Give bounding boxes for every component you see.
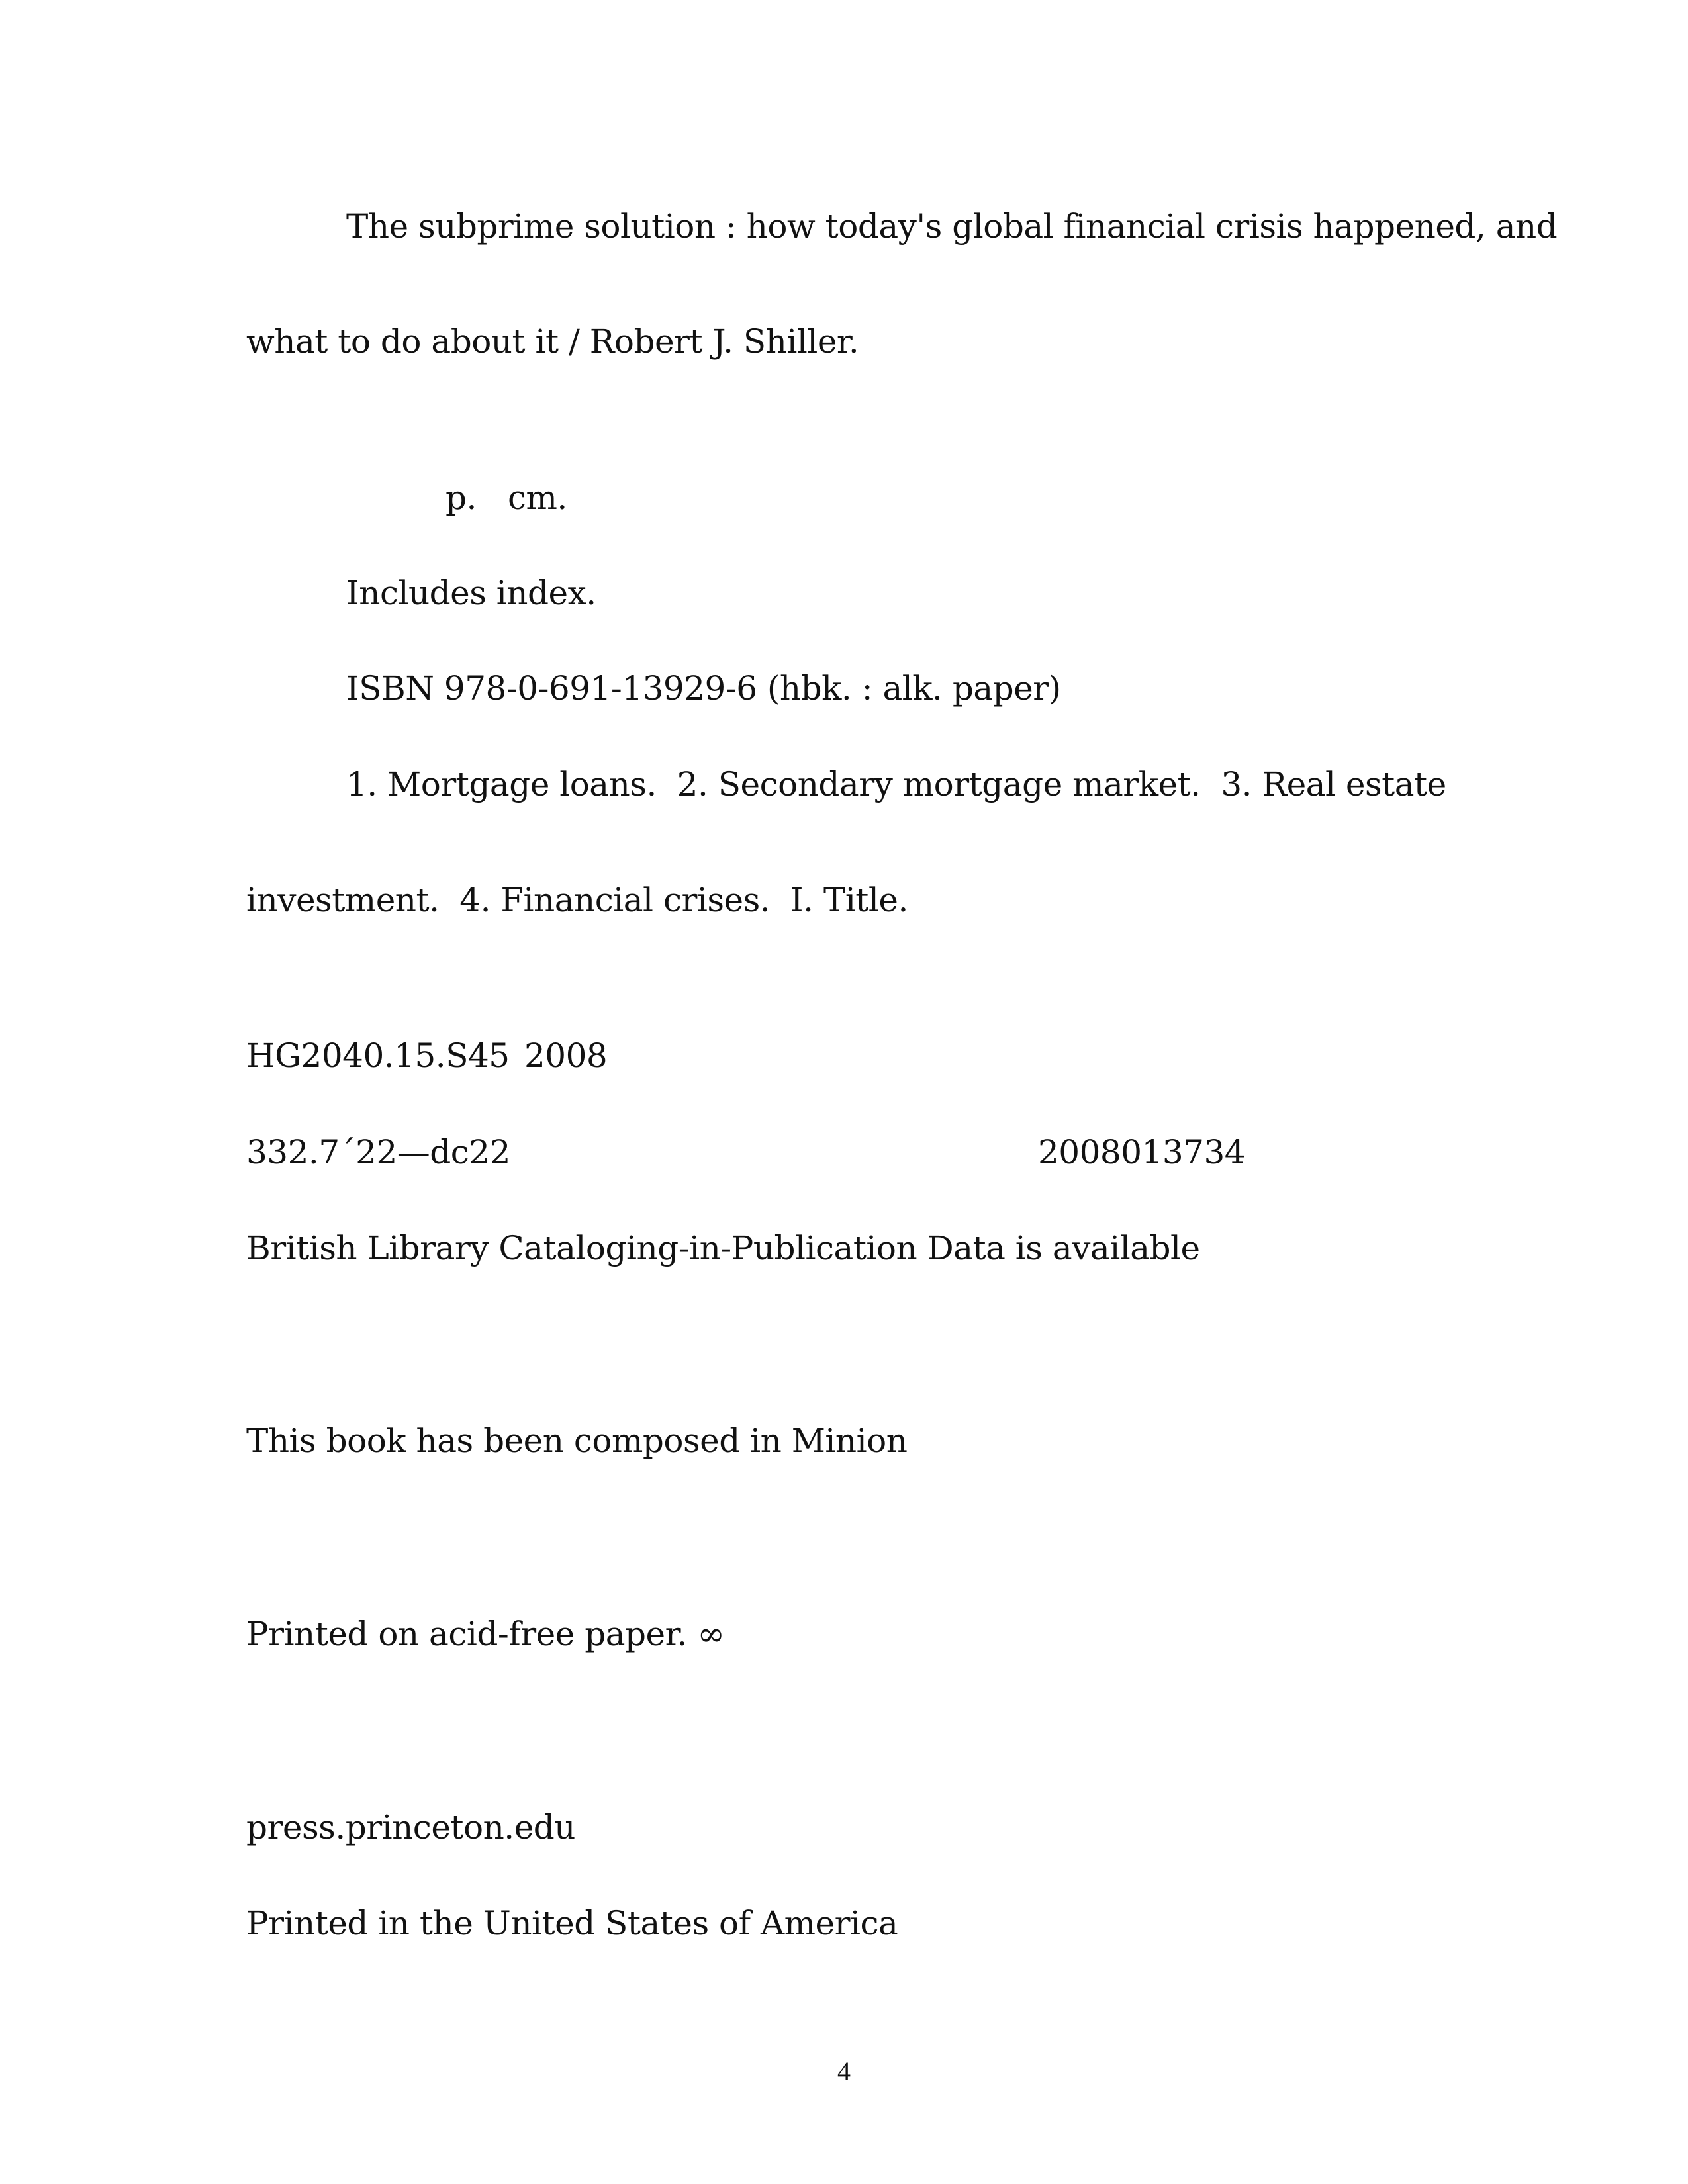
cip-lccn: 2008013734	[1038, 1133, 1246, 1171]
printed-in-note: Printed in the United States of America	[246, 1904, 898, 1942]
publisher-website: press.princeton.edu	[246, 1808, 575, 1846]
typeface-note: This book has been composed in Minion	[246, 1422, 908, 1460]
cip-lc-class: HG2040.15.S45	[246, 1036, 510, 1075]
cip-notes: Includes index.	[346, 574, 596, 612]
cip-subjects-line-2: investment. 4. Financial crises. I. Title.	[246, 881, 908, 919]
page-number: 4	[837, 2056, 851, 2086]
cip-isbn: ISBN 978-0-691-13929-6 (hbk. : alk. paper)	[346, 669, 1061, 707]
cip-dewey: 332.7´22—dc22	[246, 1133, 510, 1171]
paper-note: Printed on acid-free paper. ∞	[246, 1615, 725, 1653]
cip-subjects-line-1: 1. Mortgage loans. 2. Secondary mortgage market. 3. Real estate	[346, 765, 1446, 803]
british-library-note: British Library Cataloging-in-Publication Data is available	[246, 1229, 1200, 1267]
cip-physical-cm: cm.	[508, 478, 567, 517]
cip-title-line-1: The subprime solution : how today's global financial crisis happened, and	[346, 207, 1558, 246]
cip-title-line-2: what to do about it / Robert J. Shiller.	[246, 322, 859, 361]
cip-lc-year: 2008	[524, 1036, 608, 1075]
cip-physical-p: p.	[445, 478, 477, 517]
